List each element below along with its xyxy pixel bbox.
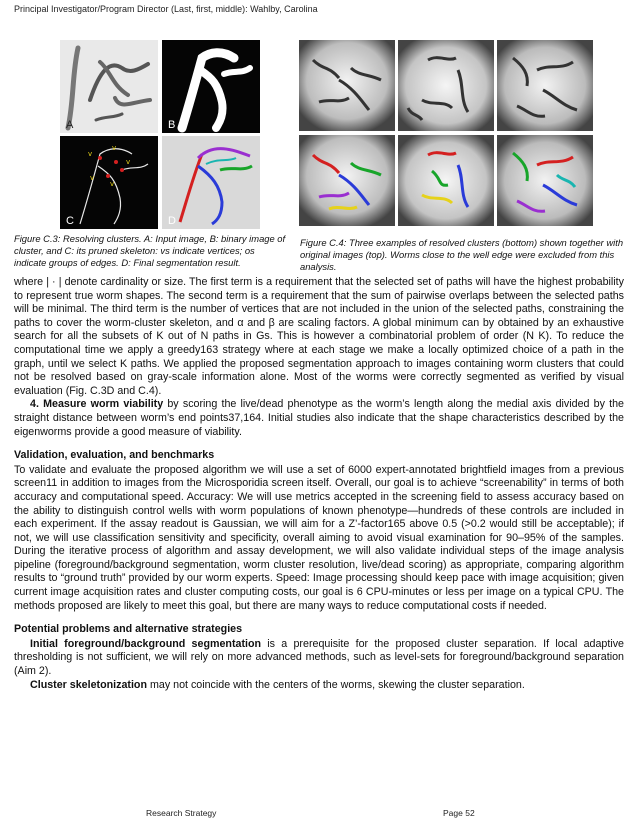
paragraph-cluster-objective: where | · | denote cardinality or size. The first term is a requirement that the selected set of paths will have the highest probability to represent true worm shapes. The second term is a requirement that the sum of pairwise overlaps between the selected paths will be minimal. The third term is the number of vertices that are not included in the union of the selected paths, constraining the paths to cover the worm-cluster skeleton, and α and β are scaling factors. A global minimum can by obtained by an exhaustive search for all the subsets of K out of N paths in Gs. This is however a combinatorial problem of order (N K). To reduce the computational time we apply a greedy163 strategy where at each stage we make a locally optimized choice of a path in the graph, until we select K paths. We applied the proposed segmentation approach to images containing worm clusters that could not be resolved based on gray-scale information alone. Most of the worms were correctly segmented as verified by visual evaluation (Fig. C.3D and C.4). (14, 276, 624, 397)
figure-c4-caption: Figure C.4: Three examples of resolved clusters (bottom) shown together with original images (top). Worms close to the well edge were excluded from this analysis. (300, 237, 624, 272)
panel-a-input-image (60, 40, 158, 133)
vertex-mark: v (126, 158, 131, 166)
figure-c3 (60, 40, 260, 230)
paragraph-validation: To validate and evaluate the proposed algorithm we will use a set of 6000 expert-annotated brightfield images from a previous screen11 in addition to images from the Microsporidia screen itself. Overall, our goal is to achieve “screenability” in terms of both accuracy and computational speed. Accuracy: We will use metrics accepted in the screening field to assess accuracy based on the ability to distinguish control wells with worm populations of known phenotype—hundreds of these controls are included in each experiment. If the assay readout is Gaussian, we will aim for a Z’-factor165 above 0.5 (>0.2 would still be acceptable); if not, we will use classification sensitivity and specificity, overall aiming to avoid visual examination for 90–95% of the samples. During the iterative process of algorithm and assay development, we will also validate individual steps of the image analysis pipeline (foreground/background segmentation, worm cluster resolution, live/dead scoring) as appropriate, comparing algorithm results to “ground truth” provided by our worm experts. Speed: Image processing should keep pace with image acquisition; given current image acquisition rates and cluster computing costs, our goal is 6 CPU-minutes or less per image on a typical CPU. The methods proposed are likely to meet this goal, but there are many ways to reduce computational costs if needed. (14, 463, 624, 612)
footer-section-name: Research Strategy (146, 808, 217, 818)
input-image-worms (60, 40, 158, 133)
well-original-1 (299, 40, 395, 131)
panel-label-d: D (168, 215, 176, 227)
panel-b-binary-image (162, 40, 260, 133)
paragraph-lead: Cluster skeletonization (30, 678, 147, 691)
well-original-3 (497, 40, 593, 131)
panel-label-a: A (66, 119, 74, 131)
panel-label-b: B (168, 119, 176, 131)
figure-c4 (299, 40, 619, 230)
panel-label-c: C (66, 215, 74, 227)
body-text (14, 276, 624, 692)
well-resolved-1 (299, 135, 395, 226)
panel-c-pruned-skeleton (60, 136, 158, 229)
paragraph-lead: Initial foreground/background segmentation (30, 637, 262, 650)
well-resolved-2 (398, 135, 494, 226)
paragraph-skeletonization: Cluster skeletonization may not coincide with the centers of the worms, skewing the cluster separation. (30, 678, 525, 691)
paragraph-lead: 4. Measure worm viability (30, 398, 164, 411)
paragraph-worm-viability: 4. Measure worm viability by scoring the live/dead phenotype as the worm’s length along the medial axis divided by the straight distance between worm’s end points37,164. Initial studies also indicate that the shape characteristics described by the eigenworms provide a good measure of viability. (14, 398, 624, 438)
well-original-2 (398, 40, 494, 131)
well-resolved-3 (497, 135, 593, 226)
paragraph-segmentation: Initial foreground/background segmentation is a prerequisite for the proposed cluster separation. If local adaptive thresholding is not sufficient, we will rely on more advanced methods, such as level-sets for foreground/background separation (Aim 2). (14, 637, 625, 678)
footer-page-number: Page 52 (443, 808, 475, 818)
vertex-mark: v (88, 150, 93, 158)
figure-c3-caption: Figure C.3: Resolving clusters. A: Input image, B: binary image of cluster, and C: its pruned skeleton: vs indicate vertices; os indicate groups of edges. D: Final segmentation result. (14, 233, 286, 268)
section-heading-validation: Validation, evaluation, and benchmarks (14, 449, 215, 462)
binary-cluster-shape (162, 40, 260, 133)
section-heading-problems: Potential problems and alternative strategies (14, 623, 243, 636)
segmented-worms (162, 136, 260, 229)
panel-d-segmentation-result (162, 136, 260, 229)
vertex-mark: v (112, 144, 117, 152)
skeleton-graph (60, 136, 158, 229)
vertex-mark: v (90, 174, 95, 182)
vertex-mark: v (110, 180, 115, 188)
pi-header: Principal Investigator/Program Director (Last, first, middle): Wahlby, Carolina (14, 4, 318, 14)
